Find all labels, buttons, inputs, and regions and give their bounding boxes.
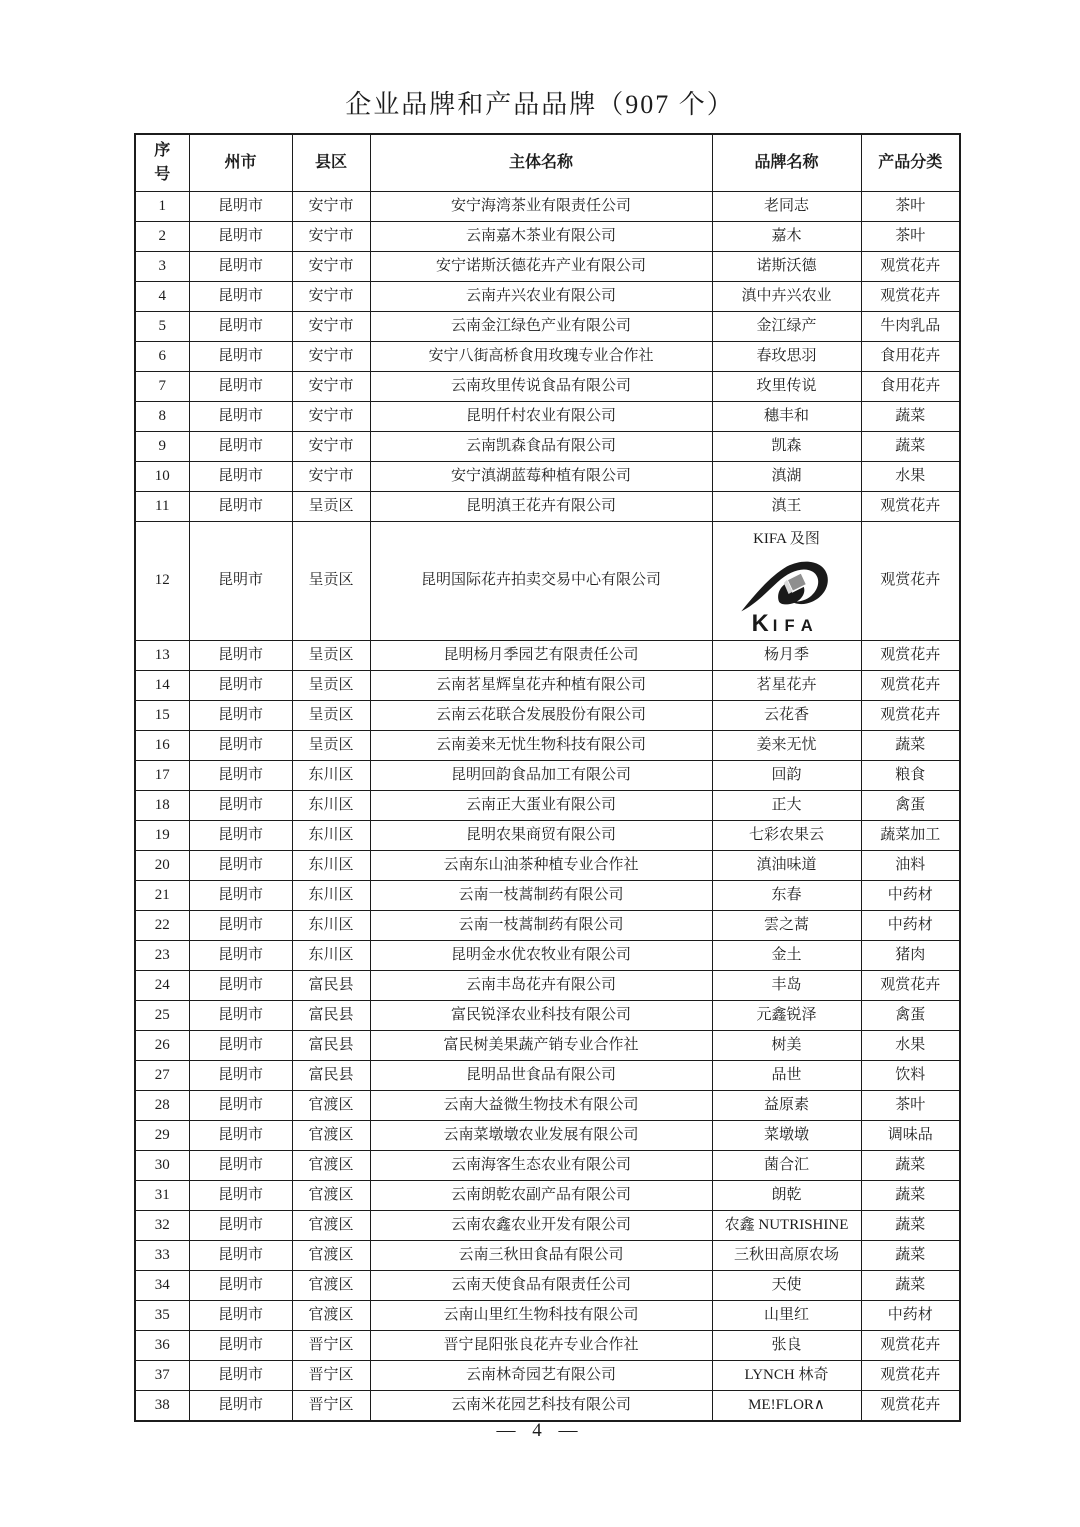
cell-brand: 金土 bbox=[712, 941, 861, 971]
cell-seq: 22 bbox=[135, 911, 189, 941]
cell-seq: 31 bbox=[135, 1181, 189, 1211]
cell-entity: 安宁海湾茶业有限责任公司 bbox=[370, 192, 712, 222]
cell-brand: 张良 bbox=[712, 1331, 861, 1361]
cell-category: 观赏花卉 bbox=[861, 971, 960, 1001]
header-category: 产品分类 bbox=[861, 134, 960, 192]
cell-category: 蔬菜 bbox=[861, 1151, 960, 1181]
cell-seq: 15 bbox=[135, 701, 189, 731]
cell-brand: 姜来无忧 bbox=[712, 731, 861, 761]
cell-category: 观赏花卉 bbox=[861, 701, 960, 731]
cell-entity: 云南一枝蒿制药有限公司 bbox=[370, 881, 712, 911]
cell-brand: 春玫思羽 bbox=[712, 342, 861, 372]
cell-brand: 嘉木 bbox=[712, 222, 861, 252]
cell-seq: 10 bbox=[135, 462, 189, 492]
cell-district: 安宁市 bbox=[292, 462, 370, 492]
cell-seq: 19 bbox=[135, 821, 189, 851]
cell-seq: 30 bbox=[135, 1151, 189, 1181]
cell-district: 官渡区 bbox=[292, 1151, 370, 1181]
cell-district: 呈贡区 bbox=[292, 701, 370, 731]
cell-entity: 云南天使食品有限责任公司 bbox=[370, 1271, 712, 1301]
cell-city: 昆明市 bbox=[189, 312, 292, 342]
cell-seq: 29 bbox=[135, 1121, 189, 1151]
table-row bbox=[135, 282, 960, 312]
cell-city: 昆明市 bbox=[189, 1271, 292, 1301]
cell-district: 呈贡区 bbox=[292, 492, 370, 522]
cell-district: 安宁市 bbox=[292, 282, 370, 312]
cell-brand: 益原素 bbox=[712, 1091, 861, 1121]
cell-entity: 昆明金水优农牧业有限公司 bbox=[370, 941, 712, 971]
cell-district: 官渡区 bbox=[292, 1181, 370, 1211]
cell-entity: 云南嘉木茶业有限公司 bbox=[370, 222, 712, 252]
table-row bbox=[135, 1151, 960, 1181]
cell-district: 安宁市 bbox=[292, 252, 370, 282]
cell-city: 昆明市 bbox=[189, 851, 292, 881]
cell-seq: 3 bbox=[135, 252, 189, 282]
cell-entity: 云南正大蛋业有限公司 bbox=[370, 791, 712, 821]
table-row bbox=[135, 462, 960, 492]
cell-entity: 云南菜墩墩农业发展有限公司 bbox=[370, 1121, 712, 1151]
cell-entity: 昆明农果商贸有限公司 bbox=[370, 821, 712, 851]
cell-category: 茶叶 bbox=[861, 1091, 960, 1121]
brand-label: KIFA 及图 bbox=[753, 531, 820, 548]
cell-seq: 33 bbox=[135, 1241, 189, 1271]
cell-city: 昆明市 bbox=[189, 342, 292, 372]
cell-category: 牛肉乳品 bbox=[861, 312, 960, 342]
cell-district: 富民县 bbox=[292, 1001, 370, 1031]
cell-entity: 云南林奇园艺有限公司 bbox=[370, 1361, 712, 1391]
cell-seq: 27 bbox=[135, 1061, 189, 1091]
cell-seq: 8 bbox=[135, 402, 189, 432]
cell-brand: 朗乾 bbox=[712, 1181, 861, 1211]
cell-entity: 云南云花联合发展股份有限公司 bbox=[370, 701, 712, 731]
table-row bbox=[135, 761, 960, 791]
cell-entity: 云南一枝蒿制药有限公司 bbox=[370, 911, 712, 941]
cell-city: 昆明市 bbox=[189, 402, 292, 432]
cell-entity: 晋宁昆阳张良花卉专业合作社 bbox=[370, 1331, 712, 1361]
cell-brand bbox=[712, 522, 861, 641]
cell-brand: 三秋田高原农场 bbox=[712, 1241, 861, 1271]
cell-entity: 云南卉兴农业有限公司 bbox=[370, 282, 712, 312]
cell-district: 东川区 bbox=[292, 941, 370, 971]
cell-city: 昆明市 bbox=[189, 462, 292, 492]
cell-category: 观赏花卉 bbox=[861, 1361, 960, 1391]
cell-district: 晋宁区 bbox=[292, 1331, 370, 1361]
cell-seq: 9 bbox=[135, 432, 189, 462]
table-row bbox=[135, 971, 960, 1001]
table-row bbox=[135, 1331, 960, 1361]
cell-city: 昆明市 bbox=[189, 1301, 292, 1331]
cell-brand: 凯森 bbox=[712, 432, 861, 462]
cell-brand: 滇中卉兴农业 bbox=[712, 282, 861, 312]
cell-category: 水果 bbox=[861, 1031, 960, 1061]
cell-entity: 昆明仟村农业有限公司 bbox=[370, 402, 712, 432]
cell-seq: 38 bbox=[135, 1391, 189, 1422]
cell-category: 水果 bbox=[861, 462, 960, 492]
cell-brand: 云花香 bbox=[712, 701, 861, 731]
table-row bbox=[135, 1271, 960, 1301]
cell-entity: 富民锐泽农业科技有限公司 bbox=[370, 1001, 712, 1031]
cell-brand: 正大 bbox=[712, 791, 861, 821]
cell-brand: 农鑫 NUTRISHINE bbox=[712, 1211, 861, 1241]
cell-category: 饮料 bbox=[861, 1061, 960, 1091]
cell-brand: 品世 bbox=[712, 1061, 861, 1091]
cell-district: 晋宁区 bbox=[292, 1391, 370, 1422]
table-row bbox=[135, 911, 960, 941]
cell-city: 昆明市 bbox=[189, 282, 292, 312]
cell-city: 昆明市 bbox=[189, 971, 292, 1001]
cell-city: 昆明市 bbox=[189, 791, 292, 821]
cell-entity: 云南姜来无忧生物科技有限公司 bbox=[370, 731, 712, 761]
table-row bbox=[135, 701, 960, 731]
cell-entity: 昆明滇王花卉有限公司 bbox=[370, 492, 712, 522]
cell-seq: 26 bbox=[135, 1031, 189, 1061]
cell-entity: 云南山里红生物科技有限公司 bbox=[370, 1301, 712, 1331]
cell-category: 蔬菜 bbox=[861, 1271, 960, 1301]
cell-entity: 安宁诺斯沃德花卉产业有限公司 bbox=[370, 252, 712, 282]
header-brand: 品牌名称 bbox=[712, 134, 861, 192]
cell-seq: 21 bbox=[135, 881, 189, 911]
cell-district: 东川区 bbox=[292, 791, 370, 821]
cell-district: 官渡区 bbox=[292, 1301, 370, 1331]
table-row bbox=[135, 1091, 960, 1121]
cell-city: 昆明市 bbox=[189, 372, 292, 402]
cell-brand: LYNCH 林奇 bbox=[712, 1361, 861, 1391]
cell-seq: 32 bbox=[135, 1211, 189, 1241]
cell-brand: 滇油味道 bbox=[712, 851, 861, 881]
cell-brand: 滇王 bbox=[712, 492, 861, 522]
cell-entity: 云南三秋田食品有限公司 bbox=[370, 1241, 712, 1271]
cell-seq: 20 bbox=[135, 851, 189, 881]
table-row bbox=[135, 791, 960, 821]
cell-entity: 昆明国际花卉拍卖交易中心有限公司 bbox=[370, 522, 712, 641]
cell-district: 东川区 bbox=[292, 761, 370, 791]
cell-entity: 安宁八街高桥食用玫瑰专业合作社 bbox=[370, 342, 712, 372]
cell-seq: 25 bbox=[135, 1001, 189, 1031]
cell-category: 蔬菜 bbox=[861, 1241, 960, 1271]
cell-entity: 云南米花园艺科技有限公司 bbox=[370, 1391, 712, 1422]
cell-district: 官渡区 bbox=[292, 1241, 370, 1271]
table-row bbox=[135, 1181, 960, 1211]
cell-district: 官渡区 bbox=[292, 1271, 370, 1301]
cell-brand: ME!FLOR∧ bbox=[712, 1391, 861, 1422]
cell-city: 昆明市 bbox=[189, 432, 292, 462]
cell-category: 禽蛋 bbox=[861, 791, 960, 821]
cell-district: 安宁市 bbox=[292, 192, 370, 222]
cell-district: 呈贡区 bbox=[292, 641, 370, 671]
table-row bbox=[135, 731, 960, 761]
cell-category: 猪肉 bbox=[861, 941, 960, 971]
cell-city: 昆明市 bbox=[189, 911, 292, 941]
cell-city: 昆明市 bbox=[189, 1091, 292, 1121]
cell-brand: 老同志 bbox=[712, 192, 861, 222]
cell-brand: 丰岛 bbox=[712, 971, 861, 1001]
cell-district: 晋宁区 bbox=[292, 1361, 370, 1391]
cell-entity: 云南金江绿色产业有限公司 bbox=[370, 312, 712, 342]
cell-category: 蔬菜 bbox=[861, 1211, 960, 1241]
cell-city: 昆明市 bbox=[189, 761, 292, 791]
cell-district: 呈贡区 bbox=[292, 671, 370, 701]
cell-district: 安宁市 bbox=[292, 372, 370, 402]
cell-city: 昆明市 bbox=[189, 881, 292, 911]
cell-category: 蔬菜 bbox=[861, 432, 960, 462]
cell-entity: 云南东山油茶种植专业合作社 bbox=[370, 851, 712, 881]
cell-brand: 滇湖 bbox=[712, 462, 861, 492]
cell-brand: 穗丰和 bbox=[712, 402, 861, 432]
cell-seq: 13 bbox=[135, 641, 189, 671]
page-number: — 4 — bbox=[496, 1420, 584, 1441]
cell-district: 官渡区 bbox=[292, 1091, 370, 1121]
cell-city: 昆明市 bbox=[189, 492, 292, 522]
cell-category: 观赏花卉 bbox=[861, 252, 960, 282]
cell-brand: 树美 bbox=[712, 1031, 861, 1061]
cell-seq: 24 bbox=[135, 971, 189, 1001]
cell-seq: 18 bbox=[135, 791, 189, 821]
table-header-row bbox=[135, 134, 960, 192]
cell-seq: 28 bbox=[135, 1091, 189, 1121]
cell-category: 粮食 bbox=[861, 761, 960, 791]
table-row bbox=[135, 671, 960, 701]
cell-district: 富民县 bbox=[292, 1061, 370, 1091]
cell-brand: 山里红 bbox=[712, 1301, 861, 1331]
cell-city: 昆明市 bbox=[189, 1331, 292, 1361]
table-row bbox=[135, 342, 960, 372]
cell-category: 调味品 bbox=[861, 1121, 960, 1151]
cell-city: 昆明市 bbox=[189, 701, 292, 731]
cell-entity: 云南海客生态农业有限公司 bbox=[370, 1151, 712, 1181]
cell-category: 中药材 bbox=[861, 911, 960, 941]
table-row bbox=[135, 492, 960, 522]
table-row bbox=[135, 821, 960, 851]
brand-table-body bbox=[135, 192, 960, 1422]
cell-category: 观赏花卉 bbox=[861, 1331, 960, 1361]
cell-seq: 17 bbox=[135, 761, 189, 791]
cell-brand: 回韵 bbox=[712, 761, 861, 791]
cell-category: 中药材 bbox=[861, 881, 960, 911]
cell-entity: 昆明回韵食品加工有限公司 bbox=[370, 761, 712, 791]
cell-category: 蔬菜加工 bbox=[861, 821, 960, 851]
cell-city: 昆明市 bbox=[189, 671, 292, 701]
cell-seq: 4 bbox=[135, 282, 189, 312]
cell-entity: 昆明品世食品有限公司 bbox=[370, 1061, 712, 1091]
table-row bbox=[135, 641, 960, 671]
cell-brand: 七彩农果云 bbox=[712, 821, 861, 851]
cell-city: 昆明市 bbox=[189, 252, 292, 282]
cell-district: 安宁市 bbox=[292, 402, 370, 432]
cell-brand: 金江绿产 bbox=[712, 312, 861, 342]
table-row bbox=[135, 1301, 960, 1331]
table-row bbox=[135, 851, 960, 881]
cell-district: 官渡区 bbox=[292, 1211, 370, 1241]
cell-district: 东川区 bbox=[292, 911, 370, 941]
cell-category: 观赏花卉 bbox=[861, 641, 960, 671]
table-row bbox=[135, 1241, 960, 1271]
cell-entity: 昆明杨月季园艺有限责任公司 bbox=[370, 641, 712, 671]
cell-district: 富民县 bbox=[292, 971, 370, 1001]
cell-district: 呈贡区 bbox=[292, 731, 370, 761]
cell-city: 昆明市 bbox=[189, 1061, 292, 1091]
cell-brand: 菜墩墩 bbox=[712, 1121, 861, 1151]
table-row bbox=[135, 1121, 960, 1151]
cell-seq: 12 bbox=[135, 522, 189, 641]
table-row bbox=[135, 881, 960, 911]
cell-category: 蔬菜 bbox=[861, 402, 960, 432]
cell-city: 昆明市 bbox=[189, 1211, 292, 1241]
table-row bbox=[135, 252, 960, 282]
cell-city: 昆明市 bbox=[189, 641, 292, 671]
cell-category: 观赏花卉 bbox=[861, 492, 960, 522]
cell-brand: 雲之蒿 bbox=[712, 911, 861, 941]
cell-district: 东川区 bbox=[292, 881, 370, 911]
table-row bbox=[135, 522, 960, 641]
cell-entity: 云南茗星辉皇花卉种植有限公司 bbox=[370, 671, 712, 701]
cell-brand: 天使 bbox=[712, 1271, 861, 1301]
cell-entity: 云南大益微生物技术有限公司 bbox=[370, 1091, 712, 1121]
cell-district: 呈贡区 bbox=[292, 522, 370, 641]
cell-city: 昆明市 bbox=[189, 731, 292, 761]
cell-category: 禽蛋 bbox=[861, 1001, 960, 1031]
table-row bbox=[135, 1391, 960, 1422]
table-row bbox=[135, 402, 960, 432]
cell-brand: 菌合汇 bbox=[712, 1151, 861, 1181]
cell-category: 食用花卉 bbox=[861, 372, 960, 402]
cell-district: 安宁市 bbox=[292, 222, 370, 252]
brand-table bbox=[134, 133, 961, 1422]
cell-city: 昆明市 bbox=[189, 821, 292, 851]
cell-district: 安宁市 bbox=[292, 432, 370, 462]
cell-category: 茶叶 bbox=[861, 222, 960, 252]
cell-district: 安宁市 bbox=[292, 312, 370, 342]
cell-category: 观赏花卉 bbox=[861, 522, 960, 641]
kifa-logo-icon bbox=[731, 553, 843, 635]
cell-seq: 1 bbox=[135, 192, 189, 222]
cell-brand: 诺斯沃德 bbox=[712, 252, 861, 282]
header-seq: 序号 bbox=[135, 134, 189, 192]
cell-entity: 云南玫里传说食品有限公司 bbox=[370, 372, 712, 402]
cell-entity: 云南丰岛花卉有限公司 bbox=[370, 971, 712, 1001]
cell-brand: 东春 bbox=[712, 881, 861, 911]
table-row bbox=[135, 1061, 960, 1091]
cell-category: 蔬菜 bbox=[861, 731, 960, 761]
cell-seq: 11 bbox=[135, 492, 189, 522]
cell-brand: 玫里传说 bbox=[712, 372, 861, 402]
cell-seq: 37 bbox=[135, 1361, 189, 1391]
cell-city: 昆明市 bbox=[189, 1241, 292, 1271]
page-title: 企业品牌和产品品牌（907 个） bbox=[345, 90, 735, 119]
cell-category: 中药材 bbox=[861, 1301, 960, 1331]
table-row bbox=[135, 312, 960, 342]
cell-city: 昆明市 bbox=[189, 522, 292, 641]
cell-city: 昆明市 bbox=[189, 941, 292, 971]
header-city: 州市 bbox=[189, 134, 292, 192]
cell-city: 昆明市 bbox=[189, 1031, 292, 1061]
table-row bbox=[135, 372, 960, 402]
table-row bbox=[135, 941, 960, 971]
cell-category: 观赏花卉 bbox=[861, 671, 960, 701]
cell-category: 茶叶 bbox=[861, 192, 960, 222]
cell-city: 昆明市 bbox=[189, 1121, 292, 1151]
cell-seq: 6 bbox=[135, 342, 189, 372]
table-row bbox=[135, 192, 960, 222]
cell-seq: 16 bbox=[135, 731, 189, 761]
kifa-wordmark-k: K bbox=[751, 610, 769, 635]
cell-city: 昆明市 bbox=[189, 1391, 292, 1422]
cell-city: 昆明市 bbox=[189, 1151, 292, 1181]
cell-entity: 安宁滇湖蓝莓种植有限公司 bbox=[370, 462, 712, 492]
cell-entity: 云南农鑫农业开发有限公司 bbox=[370, 1211, 712, 1241]
table-row bbox=[135, 222, 960, 252]
cell-category: 食用花卉 bbox=[861, 342, 960, 372]
cell-entity: 云南朗乾农副产品有限公司 bbox=[370, 1181, 712, 1211]
cell-city: 昆明市 bbox=[189, 222, 292, 252]
header-district: 县区 bbox=[292, 134, 370, 192]
cell-brand: 杨月季 bbox=[712, 641, 861, 671]
cell-seq: 35 bbox=[135, 1301, 189, 1331]
cell-entity: 富民树美果蔬产销专业合作社 bbox=[370, 1031, 712, 1061]
cell-city: 昆明市 bbox=[189, 1001, 292, 1031]
cell-city: 昆明市 bbox=[189, 1361, 292, 1391]
cell-district: 东川区 bbox=[292, 851, 370, 881]
header-entity: 主体名称 bbox=[370, 134, 712, 192]
cell-seq: 14 bbox=[135, 671, 189, 701]
kifa-wordmark-rest: IFA bbox=[772, 615, 820, 635]
table-row bbox=[135, 1361, 960, 1391]
cell-seq: 23 bbox=[135, 941, 189, 971]
cell-seq: 2 bbox=[135, 222, 189, 252]
cell-city: 昆明市 bbox=[189, 192, 292, 222]
cell-district: 官渡区 bbox=[292, 1121, 370, 1151]
cell-category: 油料 bbox=[861, 851, 960, 881]
cell-brand: 茗星花卉 bbox=[712, 671, 861, 701]
cell-seq: 36 bbox=[135, 1331, 189, 1361]
cell-district: 安宁市 bbox=[292, 342, 370, 372]
table-row bbox=[135, 1211, 960, 1241]
table-row bbox=[135, 1031, 960, 1061]
cell-district: 富民县 bbox=[292, 1031, 370, 1061]
cell-seq: 34 bbox=[135, 1271, 189, 1301]
table-row bbox=[135, 1001, 960, 1031]
cell-category: 观赏花卉 bbox=[861, 1391, 960, 1422]
cell-seq: 7 bbox=[135, 372, 189, 402]
cell-entity: 云南凯森食品有限公司 bbox=[370, 432, 712, 462]
cell-seq: 5 bbox=[135, 312, 189, 342]
cell-city: 昆明市 bbox=[189, 1181, 292, 1211]
table-row bbox=[135, 432, 960, 462]
cell-category: 观赏花卉 bbox=[861, 282, 960, 312]
cell-district: 东川区 bbox=[292, 821, 370, 851]
cell-brand: 元鑫锐泽 bbox=[712, 1001, 861, 1031]
cell-category: 蔬菜 bbox=[861, 1181, 960, 1211]
